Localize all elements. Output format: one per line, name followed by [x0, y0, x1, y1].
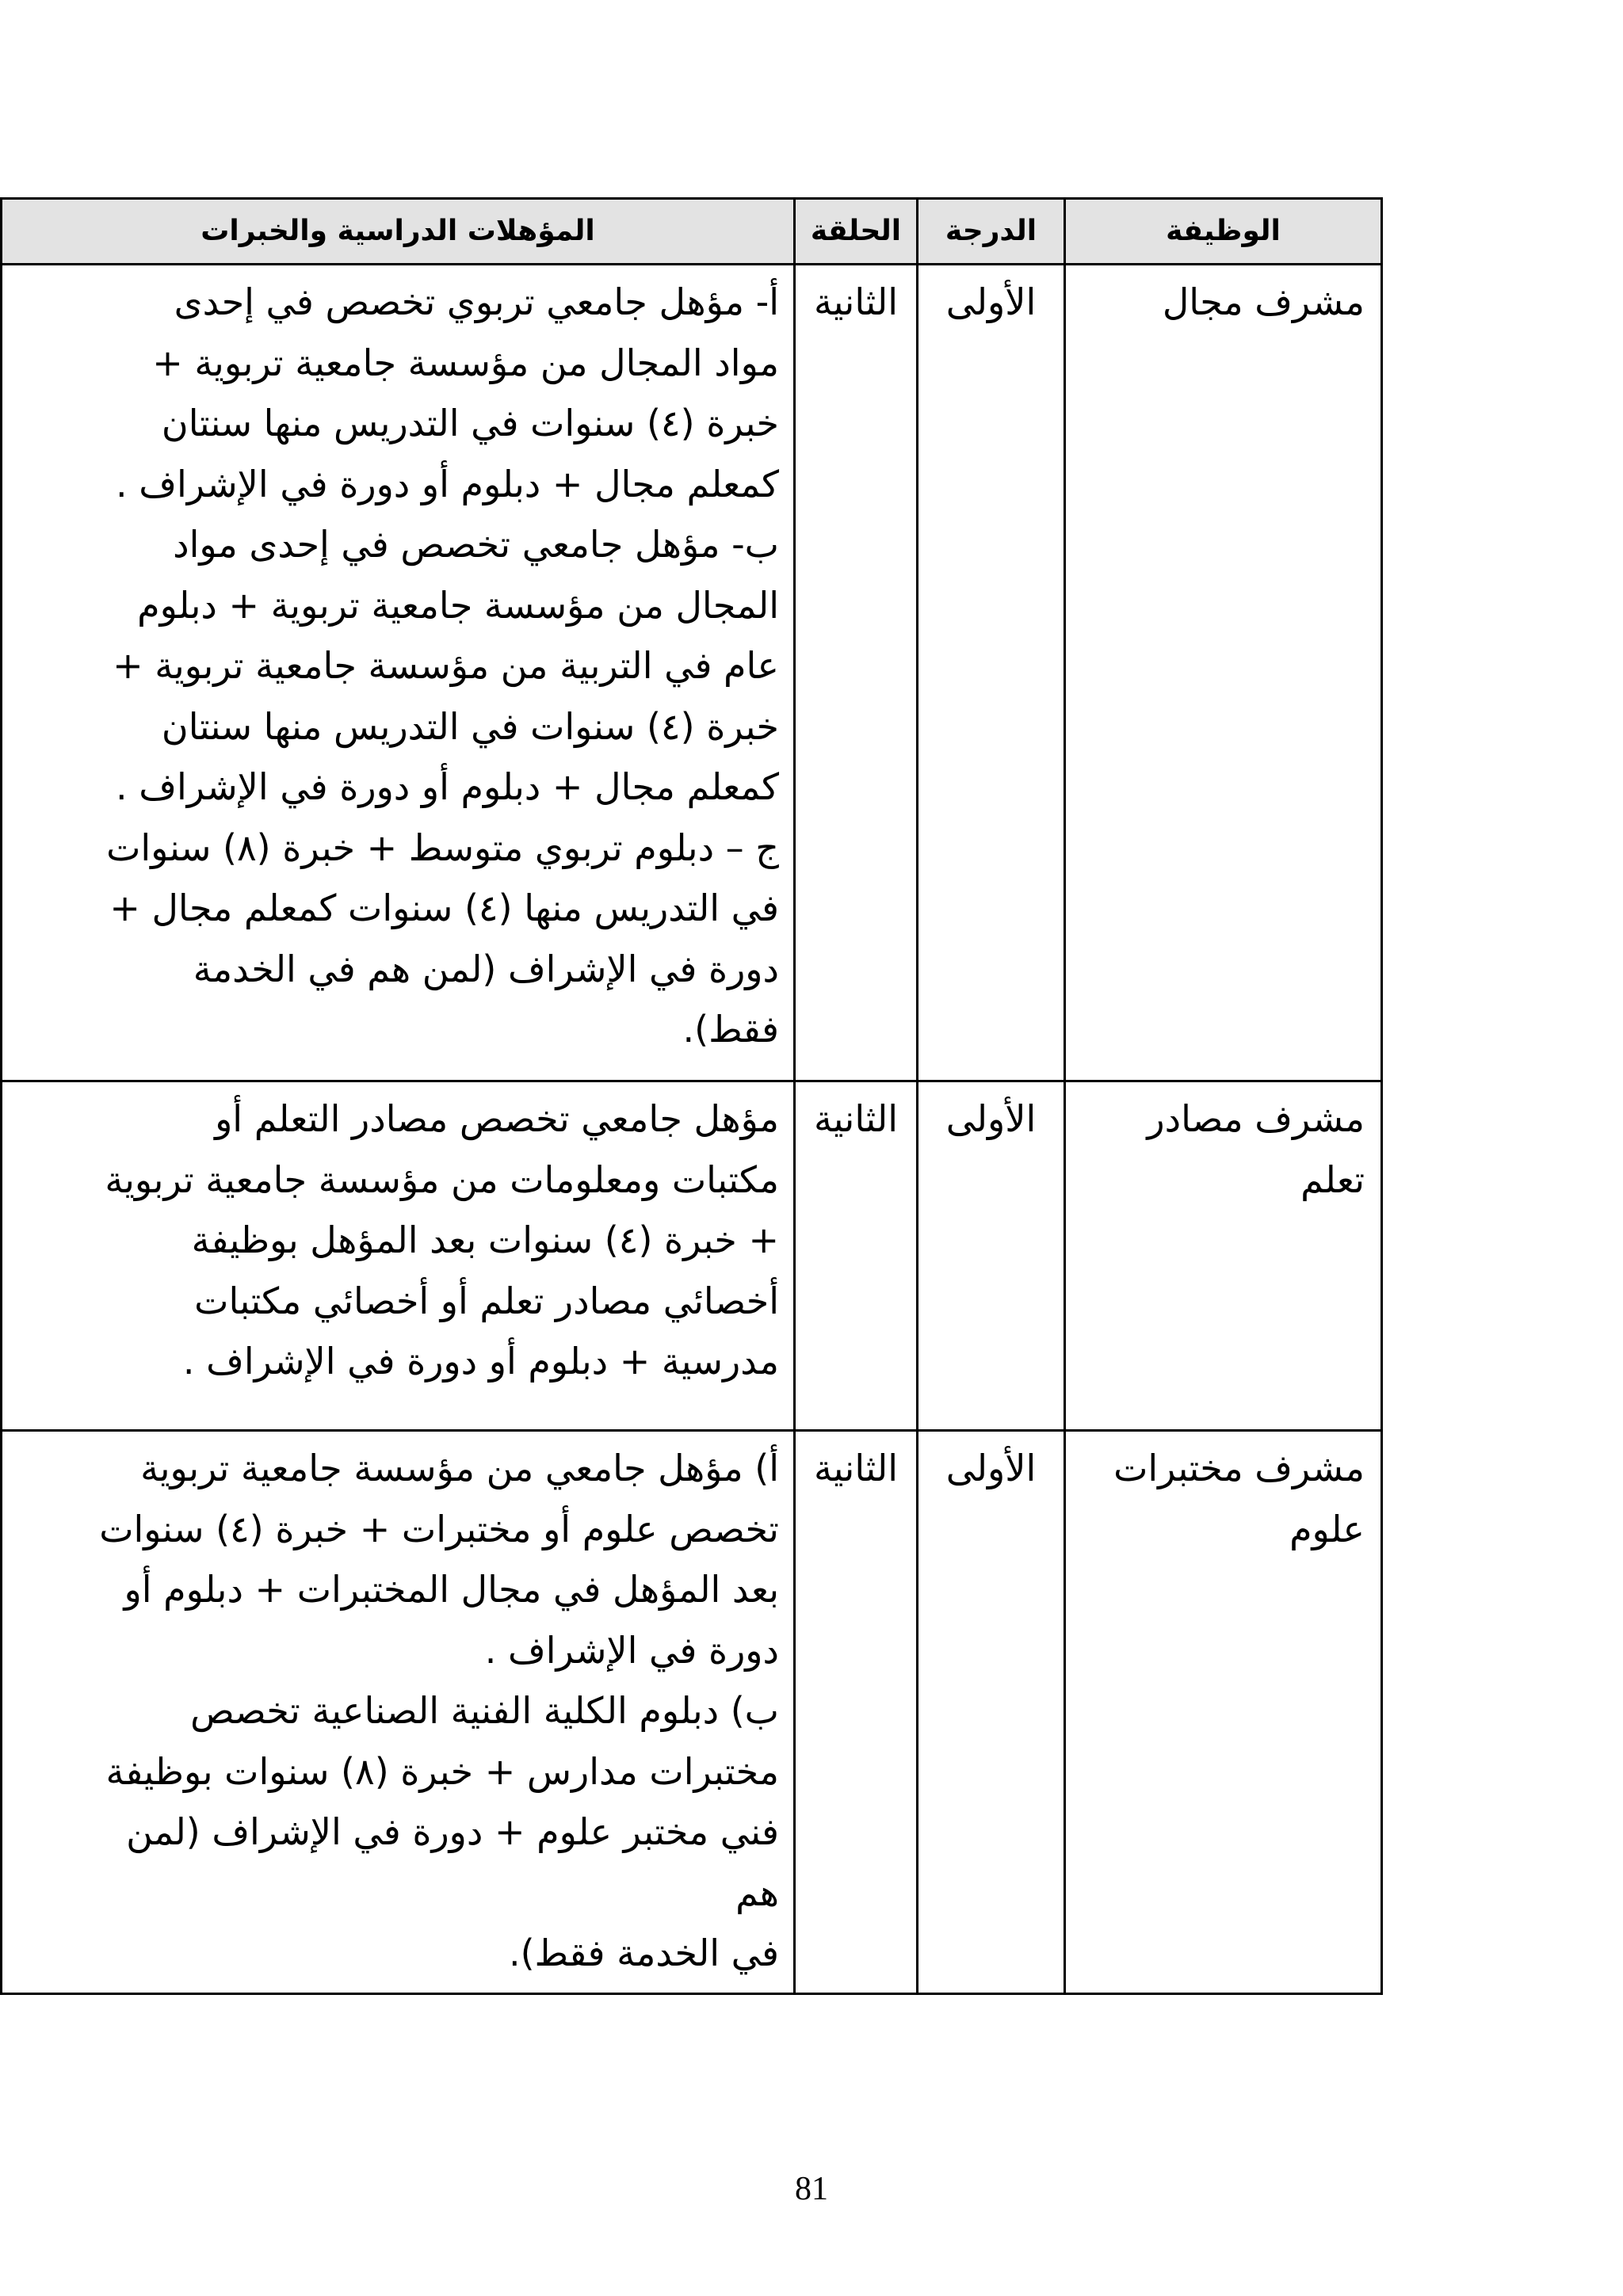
qualification-line: أ) مؤهل جامعي من مؤسسة جامعية تربوية [140, 1447, 779, 1489]
cycle-cell: الثانية [795, 1081, 918, 1431]
table-header-row [2, 199, 1382, 265]
qualification-line: دورة في الإشراف (لمن هم في الخدمة [193, 947, 779, 990]
qualifications-cell [2, 265, 795, 1081]
qualification-line: كمعلم مجال + دبلوم أو دورة في الإشراف . [116, 462, 779, 505]
qualifications-cell [2, 1081, 795, 1431]
qualification-line: ج – دبلوم تربوي متوسط + خبرة (٨) سنوات [106, 826, 779, 869]
table-row [2, 1431, 1382, 1994]
grade-cell: الأولى [918, 1431, 1065, 1994]
header-grade: الدرجة [918, 199, 1065, 265]
qualification-line: في الخدمة فقط). [508, 1932, 779, 1974]
qualification-line: مؤهل جامعي تخصص مصادر التعلم أو [215, 1097, 779, 1140]
qualification-line: + خبرة (٤) سنوات بعد المؤهل بوظيفة [191, 1219, 779, 1261]
cycle-cell: الثانية [795, 265, 918, 1081]
qualification-line: المجال من مؤسسة جامعية تربوية + دبلوم [137, 583, 779, 627]
grade-cell: الأولى [918, 265, 1065, 1081]
qualification-line: فقط). [682, 1008, 779, 1051]
qualification-line: دورة في الإشراف . [484, 1628, 779, 1672]
qualification-line: مكتبات ومعلومات من مؤسسة جامعية تربوية [105, 1158, 779, 1201]
qualification-line: كمعلم مجال + دبلوم أو دورة في الإشراف . [116, 765, 779, 808]
grade-cell: الأولى [918, 1081, 1065, 1431]
qualification-line: مواد المجال من مؤسسة جامعية تربوية + [152, 341, 779, 384]
qualifications-cell [2, 1431, 795, 1994]
qualifications-table [0, 197, 1383, 1995]
qualification-line: مختبرات مدارس + خبرة (٨) سنوات بوظيفة [105, 1749, 779, 1793]
qualification-line: ب- مؤهل جامعي تخصص في إحدى مواد [173, 523, 779, 566]
job-cell: مشرف مجال [1065, 265, 1382, 1081]
table-row [2, 1081, 1382, 1431]
qualification-line: مدرسية + دبلوم أو دورة في الإشراف . [182, 1340, 779, 1383]
table-row [2, 265, 1382, 1081]
cycle-cell: الثانية [795, 1431, 918, 1994]
header-cycle: الحلقة [795, 199, 918, 265]
qualification-line: تخصص علوم أو مختبرات + خبرة (٤) سنوات [99, 1507, 779, 1550]
qualification-line: في التدريس منها (٤) سنوات كمعلم مجال + [109, 887, 779, 929]
qualification-line: خبرة (٤) سنوات في التدريس منها سنتان [161, 402, 779, 444]
qualification-line: أخصائي مصادر تعلم أو أخصائي مكتبات [194, 1279, 779, 1322]
qualification-line: عام في التربية من مؤسسة جامعية تربوية + [113, 644, 779, 687]
qualification-line: ب) دبلوم الكلية الفنية الصناعية تخصص [190, 1689, 779, 1732]
qualification-line: أ- مؤهل جامعي تربوي تخصص في إحدى [174, 280, 779, 323]
header-job: الوظيفة [1065, 199, 1382, 265]
job-cell: مشرف مصادر تعلم [1065, 1081, 1382, 1431]
header-qualifications: المؤهلات الدراسية والخبرات [2, 199, 795, 265]
qualification-line: خبرة (٤) سنوات في التدريس منها سنتان [161, 704, 779, 748]
page-number: 81 [795, 2171, 828, 2207]
qualification-line: هم [735, 1871, 779, 1914]
job-cell: مشرف مختبرات علوم [1065, 1431, 1382, 1994]
qualification-line: بعد المؤهل في مجال المختبرات + دبلوم أو [124, 1568, 779, 1611]
qualification-line: فني مختبر علوم + دورة في الإشراف (لمن [126, 1810, 779, 1853]
